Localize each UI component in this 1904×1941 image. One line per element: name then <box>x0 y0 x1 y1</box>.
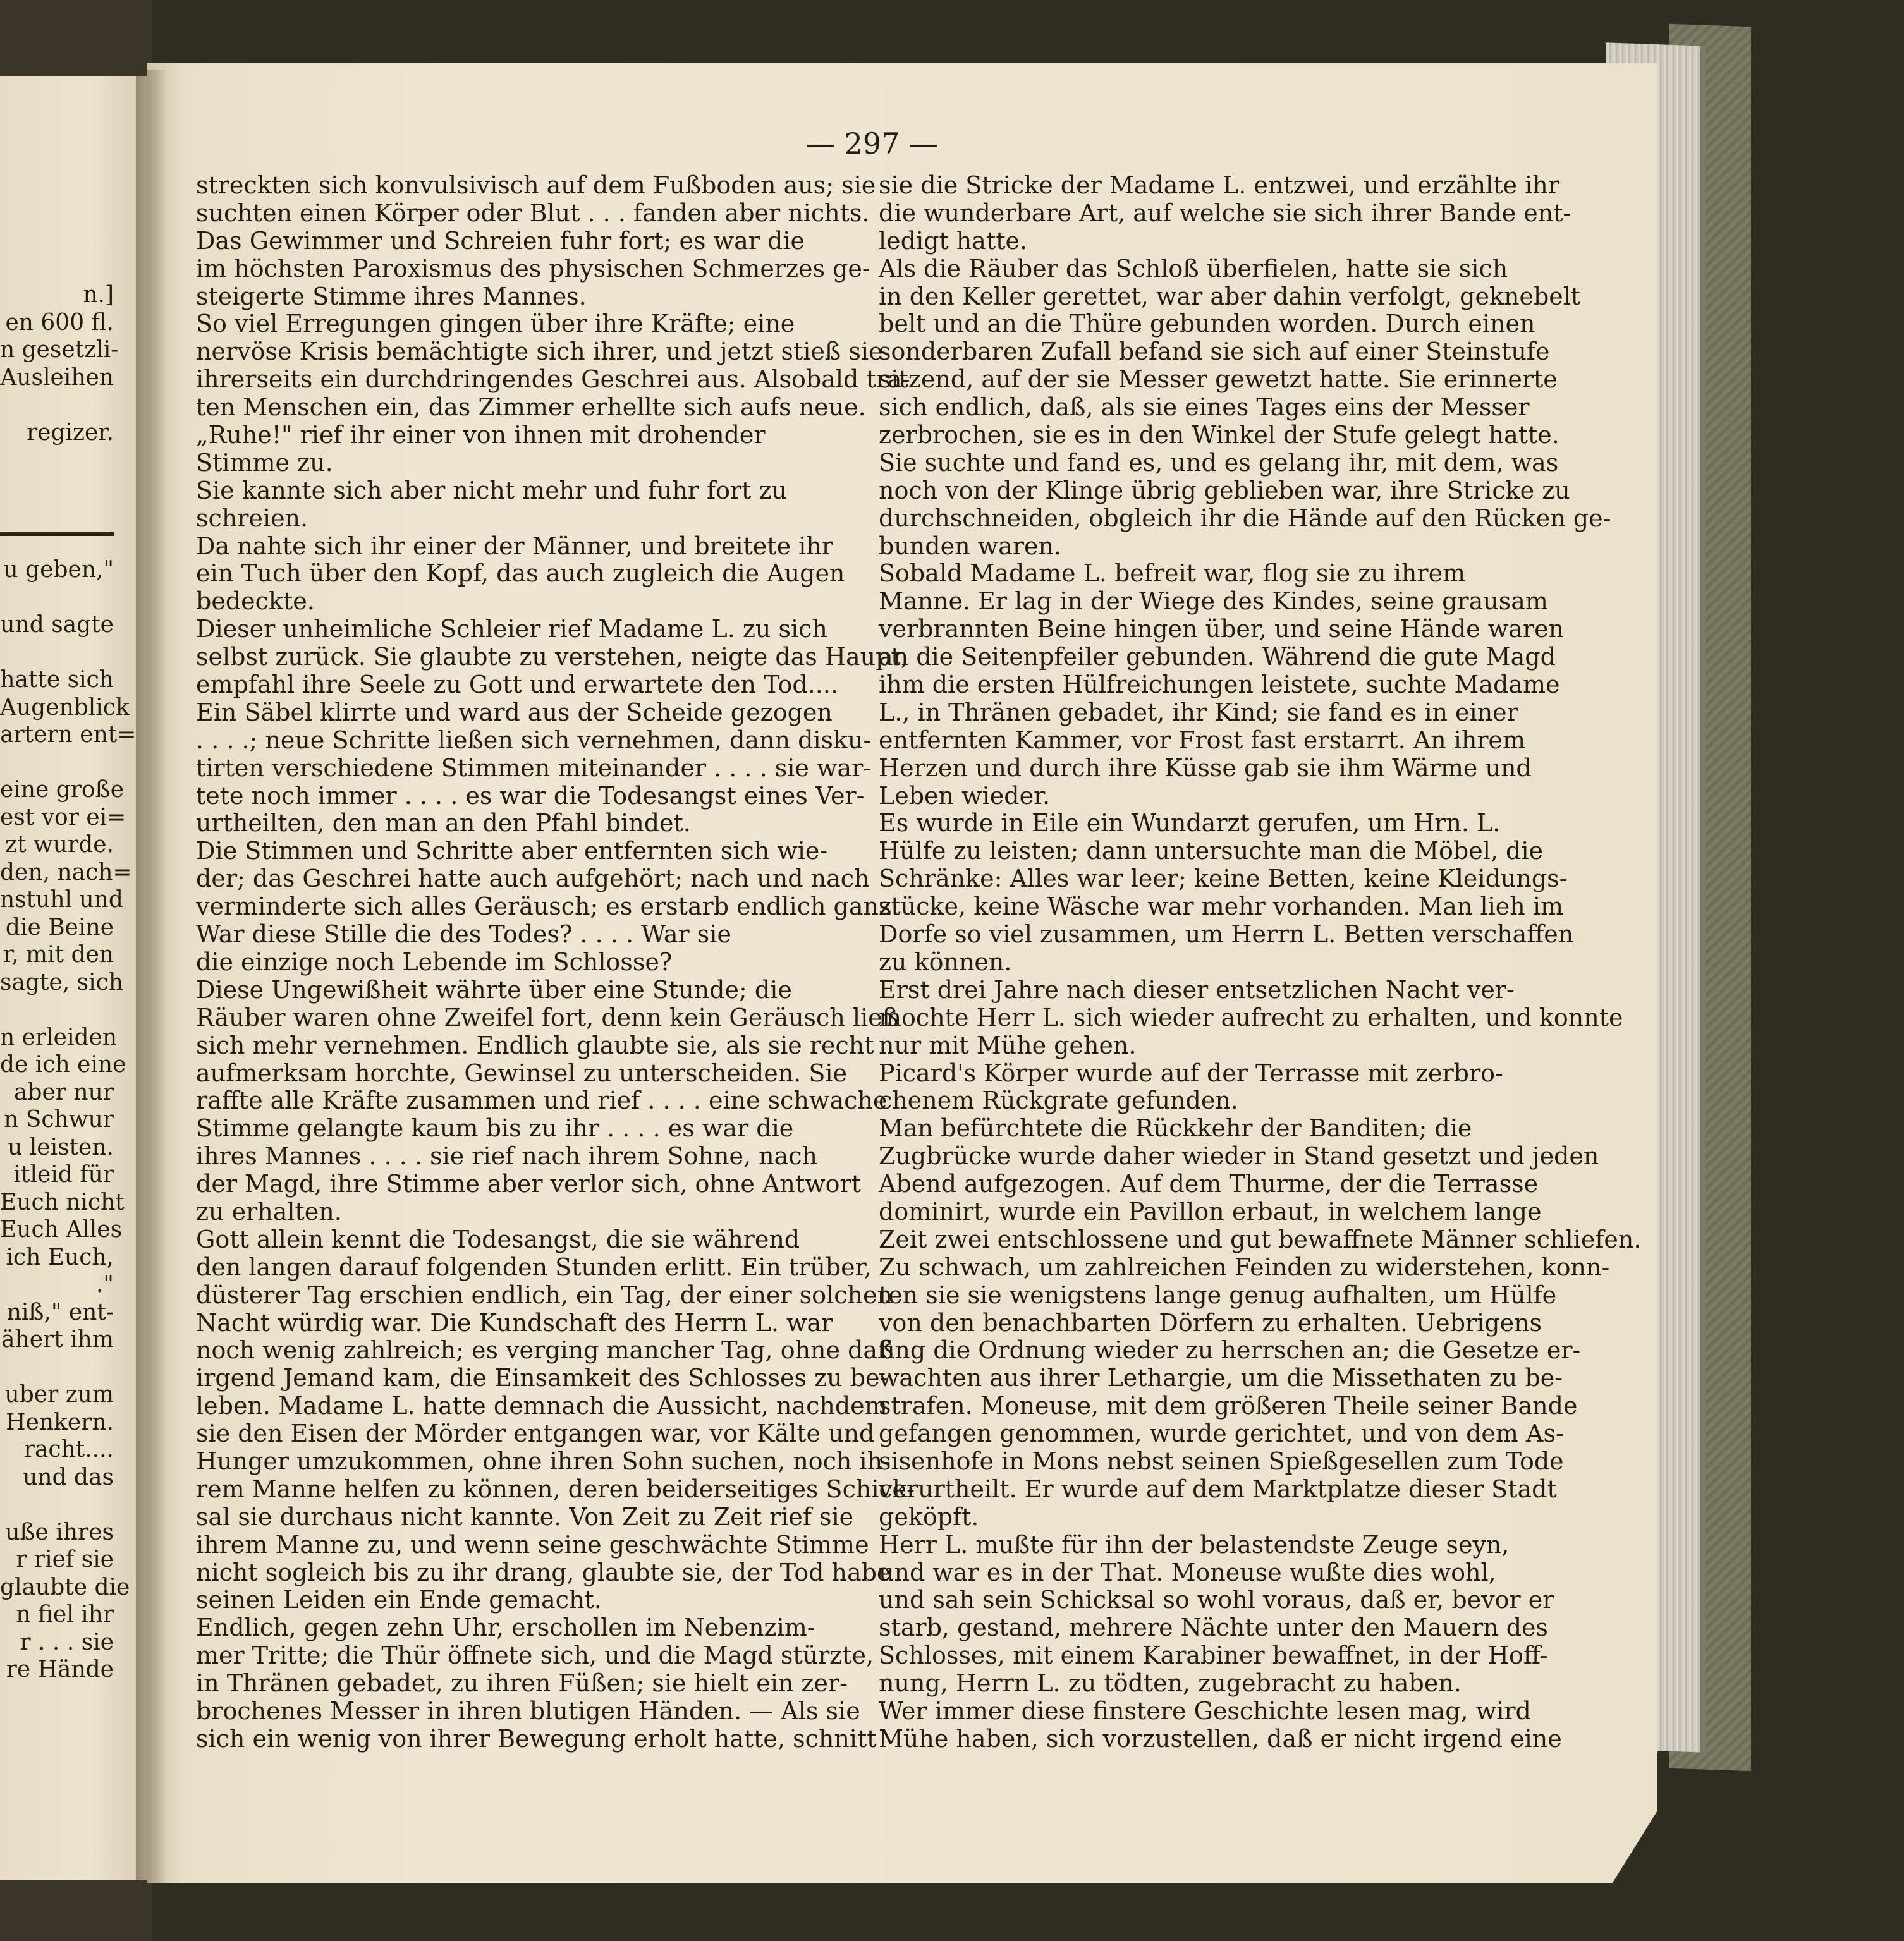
fragment-line: n gesetzli- <box>0 337 119 363</box>
text-line: Nacht würdig war. Die Kundschaft des Herrn L. war <box>196 1308 833 1337</box>
text-line: aufmerksam horchte, Gewinsel zu unterscheiden. Sie <box>196 1059 848 1087</box>
book-gutter-shadow <box>136 70 168 1883</box>
fragment-line: ähert ihm <box>1 1327 114 1353</box>
text-line: Zugbrücke wurde daher wieder in Stand gesetzt und jeden <box>879 1142 1599 1171</box>
fragment-line: ." <box>95 1272 114 1298</box>
text-line: Stimme zu. <box>196 448 333 477</box>
fragment-line: niß," ent- <box>6 1299 114 1325</box>
text-line: dominirt, wurde ein Pavillon erbaut, in welchem lange <box>879 1197 1542 1226</box>
fragment-line: r . . . sie <box>20 1629 114 1655</box>
fragment-line: n.] <box>83 282 114 308</box>
text-line: strafen. Moneuse, mit dem größeren Theile seiner Bande <box>879 1392 1578 1420</box>
text-line: ein Tuch über den Kopf, das auch zugleich die Augen <box>196 559 845 588</box>
text-line: Diese Ungewißheit währte über eine Stunde; die <box>196 975 792 1004</box>
fragment-line <box>0 446 114 474</box>
fragment-line: hatte sich <box>0 667 114 693</box>
text-line: starb, gestand, mehrere Nächte unter den Mauern des <box>879 1614 1549 1642</box>
text-line: Da nahte sich ihr einer der Männer, und breitete ihr <box>196 532 833 560</box>
text-line: Schlosses, mit einem Karabiner bewaffnet, in der Hoff- <box>879 1641 1548 1670</box>
text-line: Herzen und durch ihre Küsse gab sie ihm Wärme und <box>879 753 1532 782</box>
fragment-line: n fiel ihr <box>16 1602 114 1628</box>
text-line: sie die Stricke der Madame L. entzwei, und erzählte ihr <box>879 171 1559 199</box>
fragment-line: eine große <box>0 777 125 803</box>
text-line: chenem Rückgrate gefunden. <box>879 1086 1238 1115</box>
text-line: Herr L. mußte für ihn der belastendste Zeuge seyn, <box>879 1530 1510 1559</box>
text-line: zu erhalten. <box>196 1197 342 1226</box>
fragment-line: n erleiden <box>0 1024 118 1050</box>
text-line: noch wenig zahlreich; es verging mancher Tag, ohne daß <box>196 1336 894 1365</box>
text-line: in Thränen gebadet, zu ihren Füßen; sie hielt ein zer- <box>196 1669 848 1698</box>
text-line: belt und an die Thüre gebunden worden. Durch einen <box>879 310 1535 338</box>
text-line: Wer immer diese finstere Geschichte lesen mag, wird <box>879 1696 1531 1725</box>
text-line: empfahl ihre Seele zu Gott und erwartete den Tod.... <box>196 671 839 699</box>
text-column-right <box>879 172 1641 1753</box>
text-line: sich ein wenig von ihrer Bewegung erholt hatte, schnitt <box>196 1724 877 1753</box>
section-rule <box>0 532 114 536</box>
text-line: rem Manne helfen zu können, deren beiderseitiges Schick- <box>196 1475 915 1503</box>
text-line: Räuber waren ohne Zweifel fort, denn kein Geräusch ließ <box>196 1003 899 1031</box>
text-line: L., in Thränen gebadet, ihr Kind; sie fand es in einer <box>879 698 1518 726</box>
text-line: seinen Leiden ein Ende gemacht. <box>196 1586 602 1614</box>
fragment-line: Euch nicht <box>0 1189 125 1215</box>
fragment-line: de ich eine <box>0 1052 126 1078</box>
text-line: So viel Erregungen gingen über ihre Kräfte; eine <box>196 310 795 338</box>
text-line: der Magd, ihre Stimme aber verlor sich, ohne Antwort <box>196 1170 861 1198</box>
text-column-left <box>196 172 915 1753</box>
text-line: Gott allein kennt die Todesangst, die sie während <box>196 1225 800 1253</box>
text-line: Picard's Körper wurde auf der Terrasse mit zerbro- <box>879 1059 1503 1087</box>
text-line: durchschneiden, obgleich ihr die Hände auf den Rücken ge- <box>879 504 1611 532</box>
text-line: nur mit Mühe gehen. <box>879 1031 1137 1059</box>
text-line: sich mehr vernehmen. Endlich glaubte sie, als sie recht <box>196 1031 874 1059</box>
fragment-line: itleid für <box>13 1162 114 1188</box>
text-line: sonderbaren Zufall befand sie sich auf einer Steinstufe <box>879 338 1550 366</box>
text-line: fing die Ordnung wieder zu herrschen an; die Gesetze er- <box>879 1336 1581 1365</box>
fragment-line: est vor ei= <box>0 804 126 831</box>
text-line: entfernten Kammer, vor Frost fast erstarrt. An ihrem <box>879 726 1526 754</box>
fragment-line <box>0 996 114 1024</box>
fragment-line <box>0 639 114 667</box>
text-line: Sie kannte sich aber nicht mehr und fuhr fort zu <box>196 476 787 504</box>
text-line: stücke, keine Wäsche war mehr vorhanden. Man lieh im <box>879 892 1564 921</box>
text-line: Sobald Madame L. befreit war, flog sie zu ihrem <box>879 559 1466 588</box>
text-line: sich endlich, daß, als sie eines Tages eins der Messer <box>879 393 1530 422</box>
text-line: Manne. Er lag in der Wiege des Kindes, seine grausam <box>879 587 1548 616</box>
fragment-line <box>0 584 114 612</box>
text-line: und sah sein Schicksal so wohl voraus, daß er, bevor er <box>879 1586 1554 1614</box>
fragment-line: Ausleihen <box>0 364 114 391</box>
fragment-line: r, mit den <box>3 942 114 968</box>
text-line: verbrannten Beine hingen über, und seine Hände waren <box>879 615 1565 643</box>
fragment-line: Henkern. <box>6 1409 114 1435</box>
fragment-line: artern ent= <box>0 722 137 748</box>
fragment-line <box>0 391 114 419</box>
text-line: der; das Geschrei hatte auch aufgehört; nach und nach <box>196 865 870 893</box>
text-line: ledigt hatte. <box>879 226 1028 255</box>
text-line: geköpft. <box>879 1502 979 1531</box>
text-line: streckten sich konvulsivisch auf dem Fußboden aus; sie <box>196 171 876 199</box>
text-line: noch von der Klinge übrig geblieben war, ihre Stricke zu <box>879 476 1570 504</box>
fragment-line <box>0 749 114 777</box>
text-line: raffte alle Kräfte zusammen und rief . . . . eine schwache <box>196 1086 888 1115</box>
fragment-line: u geben," <box>3 557 114 583</box>
text-line: . . . .; neue Schritte ließen sich vernehmen, dann disku- <box>196 726 872 754</box>
text-line: Die Stimmen und Schritte aber entfernten sich wie- <box>196 837 828 865</box>
text-line: wachten aus ihrer Lethargie, um die Missethaten zu be- <box>879 1364 1563 1392</box>
text-line: Mühe haben, sich vorzustellen, daß er nicht irgend eine <box>879 1724 1562 1753</box>
fragment-line: den, nach= <box>0 859 132 885</box>
fragment-line: sagte, sich <box>0 969 123 995</box>
text-line: im höchsten Paroxismus des physischen Schmerzes ge- <box>196 254 870 283</box>
text-line: sal sie durchaus nicht kannte. Von Zeit zu Zeit rief sie <box>196 1502 854 1531</box>
fragment-line: uße ihres <box>5 1519 114 1545</box>
text-line: Als die Räuber das Schloß überfielen, hatte sie sich <box>879 254 1508 283</box>
text-line: Man befürchtete die Rückkehr der Banditen; die <box>879 1114 1472 1143</box>
text-line: an die Seitenpfeiler gebunden. Während die gute Magd <box>879 643 1556 671</box>
text-line: von den benachbarten Dörfern zu erhalten. Uebrigens <box>879 1308 1542 1337</box>
text-line: Sie suchte und fand es, und es gelang ihr, mit dem, was <box>879 448 1559 477</box>
text-line: verminderte sich alles Geräusch; es erstarb endlich ganz. <box>196 892 900 921</box>
text-line: suchten einen Körper oder Blut . . . fanden aber nichts. <box>196 198 870 227</box>
text-line: Dorfe so viel zusammen, um Herrn L. Betten verschaffen <box>879 920 1574 949</box>
text-line: sisenhofe in Mons nebst seinen Spießgesellen zum Tode <box>879 1447 1564 1475</box>
text-line: ihrerseits ein durchdringendes Geschrei aus. Alsobald tra- <box>196 365 910 394</box>
text-line: selbst zurück. Sie glaubte zu verstehen, neigte das Haupt, <box>196 643 908 671</box>
text-line: düsterer Tag erschien endlich, ein Tag, der einer solchen <box>196 1281 893 1309</box>
fragment-line: und das <box>23 1464 114 1490</box>
fragment-line: en 600 fl. <box>5 309 114 336</box>
text-line: schreien. <box>196 504 308 532</box>
text-line: nicht sogleich bis zu ihr drang, glaubte sie, der Tod habe <box>196 1558 891 1586</box>
text-line: mer Tritte; die Thür öffnete sich, und die Magd stürzte, <box>196 1641 874 1670</box>
fragment-line: Augenblick <box>0 694 130 721</box>
text-line: tirten verschiedene Stimmen miteinander . . . . sie war- <box>196 753 872 782</box>
text-line: Ein Säbel klirrte und ward aus der Scheide gezogen <box>196 698 833 726</box>
text-line: War diese Stille die des Todes? . . . . War sie <box>196 920 731 949</box>
text-line: leben. Madame L. hatte demnach die Aussicht, nachdem <box>196 1392 888 1420</box>
text-line: nung, Herrn L. zu tödten, zugebracht zu haben. <box>879 1669 1462 1698</box>
text-line: Abend aufgezogen. Auf dem Thurme, der die Terrasse <box>879 1170 1539 1198</box>
fragment-line: nstuhl und <box>0 887 123 913</box>
text-line: den langen darauf folgenden Stunden erlitt. Ein trüber, <box>196 1253 872 1281</box>
fragment-line: die Beine <box>5 914 114 940</box>
fragment-line: und sagte <box>0 612 114 638</box>
text-line: ihrem Manne zu, und wenn seine geschwächte Stimme <box>196 1530 869 1559</box>
text-line: und war es in der That. Moneuse wußte dies wohl, <box>879 1558 1496 1586</box>
text-line: Schränke: Alles war leer; keine Betten, keine Kleidungs- <box>879 865 1568 893</box>
text-line: ten sie sie wenigstens lange genug aufhalten, um Hülfe <box>879 1281 1557 1309</box>
fragment-line <box>0 1491 114 1519</box>
text-line: ihres Mannes . . . . sie rief nach ihrem Sohne, nach <box>196 1142 817 1171</box>
fragment-line: u leisten. <box>8 1134 114 1160</box>
text-line: Erst drei Jahre nach dieser entsetzlichen Nacht ver- <box>879 975 1515 1004</box>
fragment-line <box>0 474 114 502</box>
text-line: tete noch immer . . . . es war die Todesangst eines Ver- <box>196 781 865 810</box>
text-line: ihm die ersten Hülfreichungen leistete, suchte Madame <box>879 671 1560 699</box>
text-line: Das Gewimmer und Schreien fuhr fort; es war die <box>196 226 805 255</box>
page-number: — 297 — <box>806 126 939 161</box>
text-line: Hunger umzukommen, ohne ihren Sohn suchen, noch ih- <box>196 1447 891 1475</box>
fragment-line: Euch Alles <box>0 1217 123 1243</box>
text-line: steigerte Stimme ihres Mannes. <box>196 282 587 310</box>
fragment-line: ich Euch, <box>6 1244 114 1270</box>
text-line: sie den Eisen der Mörder entgangen war, vor Kälte und <box>196 1420 875 1448</box>
text-line: zu können. <box>879 947 1012 976</box>
fragment-line: r rief sie <box>16 1547 114 1573</box>
text-line: die einzige noch Lebende im Schlosse? <box>196 947 673 976</box>
text-line: verurtheilt. Er wurde auf dem Marktplatze dieser Stadt <box>879 1475 1557 1503</box>
text-line: bunden waren. <box>879 532 1062 560</box>
fragment-line: re Hände <box>6 1657 114 1682</box>
fragment-line <box>0 501 114 529</box>
text-line: Leben wieder. <box>879 781 1051 810</box>
fragment-line: uber zum <box>4 1382 114 1408</box>
text-line: mochte Herr L. sich wieder aufrecht zu erhalten, und konnte <box>879 1003 1623 1031</box>
text-line: Hülfe zu leisten; dann untersuchte man die Möbel, die <box>879 837 1543 865</box>
text-line: bedeckte. <box>196 587 315 616</box>
fragment-line: aber nur <box>13 1079 114 1105</box>
fragment-line: n Schwur <box>4 1107 114 1133</box>
text-line: sitzend, auf der sie Messer gewetzt hatte. Sie erinnerte <box>879 365 1558 394</box>
fragment-line: glaubte die <box>0 1574 130 1600</box>
text-line: Zu schwach, um zahlreichen Feinden zu widerstehen, konn- <box>879 1253 1610 1281</box>
text-line: irgend Jemand kam, die Einsamkeit des Schlosses zu be- <box>196 1364 888 1392</box>
left-page-text-fragments <box>0 281 137 1684</box>
text-line: zerbrochen, sie es in den Winkel der Stufe gelegt hatte. <box>879 421 1559 449</box>
fragment-line: racht.... <box>23 1437 114 1463</box>
text-line: Dieser unheimliche Schleier rief Madame L. zu sich <box>196 615 827 643</box>
text-line: Zeit zwei entschlossene und gut bewaffnete Männer schliefen. <box>879 1225 1642 1253</box>
text-line: nervöse Krisis bemächtigte sich ihrer, und jetzt stieß sie <box>196 338 883 366</box>
text-line: Endlich, gegen zehn Uhr, erschollen im Nebenzim- <box>196 1614 815 1642</box>
fragment-line <box>0 1354 114 1382</box>
text-line: urtheilten, den man an den Pfahl bindet. <box>196 809 691 837</box>
text-line: die wunderbare Art, auf welche sie sich ihrer Bande ent- <box>879 198 1571 227</box>
fragment-line: zt wurde. <box>5 832 114 858</box>
text-line: „Ruhe!" rief ihr einer von ihnen mit drohender <box>196 421 766 449</box>
text-line: brochenes Messer in ihren blutigen Händen. — Als sie <box>196 1696 860 1725</box>
text-line: Es wurde in Eile ein Wundarzt gerufen, um Hrn. L. <box>879 809 1501 837</box>
text-line: gefangen genommen, wurde gerichtet, und von dem As- <box>879 1420 1564 1448</box>
text-line: Stimme gelangte kaum bis zu ihr . . . . es war die <box>196 1114 794 1143</box>
left-page <box>0 76 149 1880</box>
text-line: ten Menschen ein, das Zimmer erhellte sich aufs neue. <box>196 393 866 422</box>
fragment-line: regizer. <box>26 419 114 446</box>
text-line: in den Keller gerettet, war aber dahin verfolgt, geknebelt <box>879 282 1581 310</box>
